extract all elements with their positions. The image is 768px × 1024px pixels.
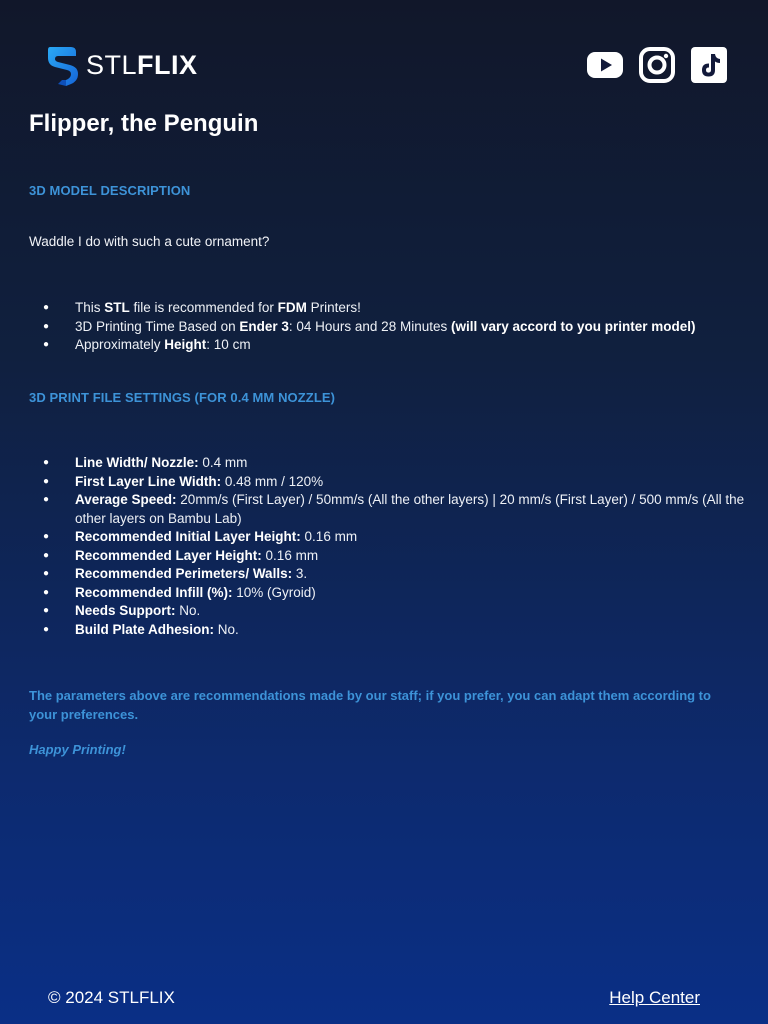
list-item-label: Recommended Layer Height:: [75, 547, 262, 563]
list-item-value: This: [75, 300, 105, 315]
list-item-value: 0.48 mm / 120%: [221, 473, 324, 489]
stlflix-logo[interactable]: [46, 44, 198, 86]
list-item: [29, 473, 749, 492]
model-description-heading: 3D MODEL DESCRIPTION: [29, 183, 191, 198]
tiktok-link[interactable]: [690, 46, 728, 84]
list-item-value: file is recommended for: [129, 300, 278, 315]
description-list: [29, 299, 749, 355]
print-settings-heading: 3D PRINT FILE SETTINGS (FOR 0.4 MM NOZZLE): [29, 390, 336, 405]
tiktok-icon: [690, 46, 728, 84]
social-links: [586, 46, 728, 84]
list-item-label: First Layer Line Width:: [75, 473, 222, 489]
list-item: [29, 621, 749, 640]
list-item-label: FDM: [277, 300, 307, 315]
list-item: [29, 299, 749, 318]
list-item-value: : 10 cm: [206, 337, 251, 352]
list-item: [29, 584, 749, 603]
happy-printing-text: Happy Printing!: [29, 742, 126, 757]
list-item-value: 3D Printing Time Based on: [75, 318, 240, 334]
footer-copyright: © 2024 STLFLIX: [48, 988, 175, 1007]
list-item: [29, 602, 749, 621]
list-item-label: Average Speed:: [75, 492, 177, 507]
list-item-label: Needs Support:: [75, 603, 176, 618]
list-item: [29, 318, 749, 337]
list-item-value: 0.4 mm: [198, 455, 248, 470]
list-item-value: : 04 Hours and 28 Minutes: [288, 318, 451, 334]
page-title: Flipper, the Penguin: [29, 110, 259, 137]
list-item-value: 0.16 mm: [300, 529, 358, 544]
list-item: [29, 336, 749, 355]
stlflix-logo-mark-icon: [46, 44, 80, 86]
list-item: [29, 547, 749, 566]
list-item-value: 3.: [292, 566, 308, 581]
list-item-value: 0.16 mm: [261, 547, 319, 563]
youtube-link[interactable]: [586, 46, 624, 84]
list-item-value: No.: [175, 603, 201, 618]
list-item-label: Recommended Initial Layer Height:: [75, 529, 301, 544]
youtube-icon: [586, 46, 624, 84]
list-item-label: Height: [164, 337, 207, 352]
list-item: [29, 491, 749, 528]
list-item-label: (will vary accord to you printer model): [450, 318, 696, 334]
list-item-label: Line Width/ Nozzle:: [75, 455, 199, 470]
list-item-label: STL: [104, 300, 130, 315]
model-description-text: Waddle I do with such a cute ornament?: [29, 234, 270, 249]
print-settings-list: [29, 454, 749, 639]
list-item: [29, 565, 749, 584]
list-item-value: Printers!: [306, 300, 361, 315]
recommendation-note: The parameters above are recommendations made by our staff; if you prefer, you can adapt them according to your preferences.: [29, 688, 711, 722]
logo-wordmark: STLFLIX: [86, 49, 198, 80]
list-item-label: Build Plate Adhesion:: [75, 621, 215, 637]
list-item-value: Approximately: [75, 337, 165, 352]
list-item: [29, 454, 749, 473]
instagram-icon: [638, 46, 676, 84]
list-item-value: 10% (Gyroid): [232, 584, 316, 600]
list-item-label: Ender 3: [239, 318, 289, 334]
list-item-label: Recommended Infill (%):: [75, 584, 233, 600]
instagram-link[interactable]: [638, 46, 676, 84]
list-item-value: No.: [214, 621, 239, 637]
list-item: [29, 528, 749, 547]
list-item-label: Recommended Perimeters/ Walls:: [75, 566, 293, 581]
help-center-link[interactable]: Help Center: [609, 988, 700, 1007]
list-item-value: 20mm/s (First Layer) / 50mm/s (All the other layers) | 20 mm/s (First Layer) / 500 mm/s (All the other layers on Bambu Lab): [75, 492, 745, 526]
header: [0, 0, 768, 100]
